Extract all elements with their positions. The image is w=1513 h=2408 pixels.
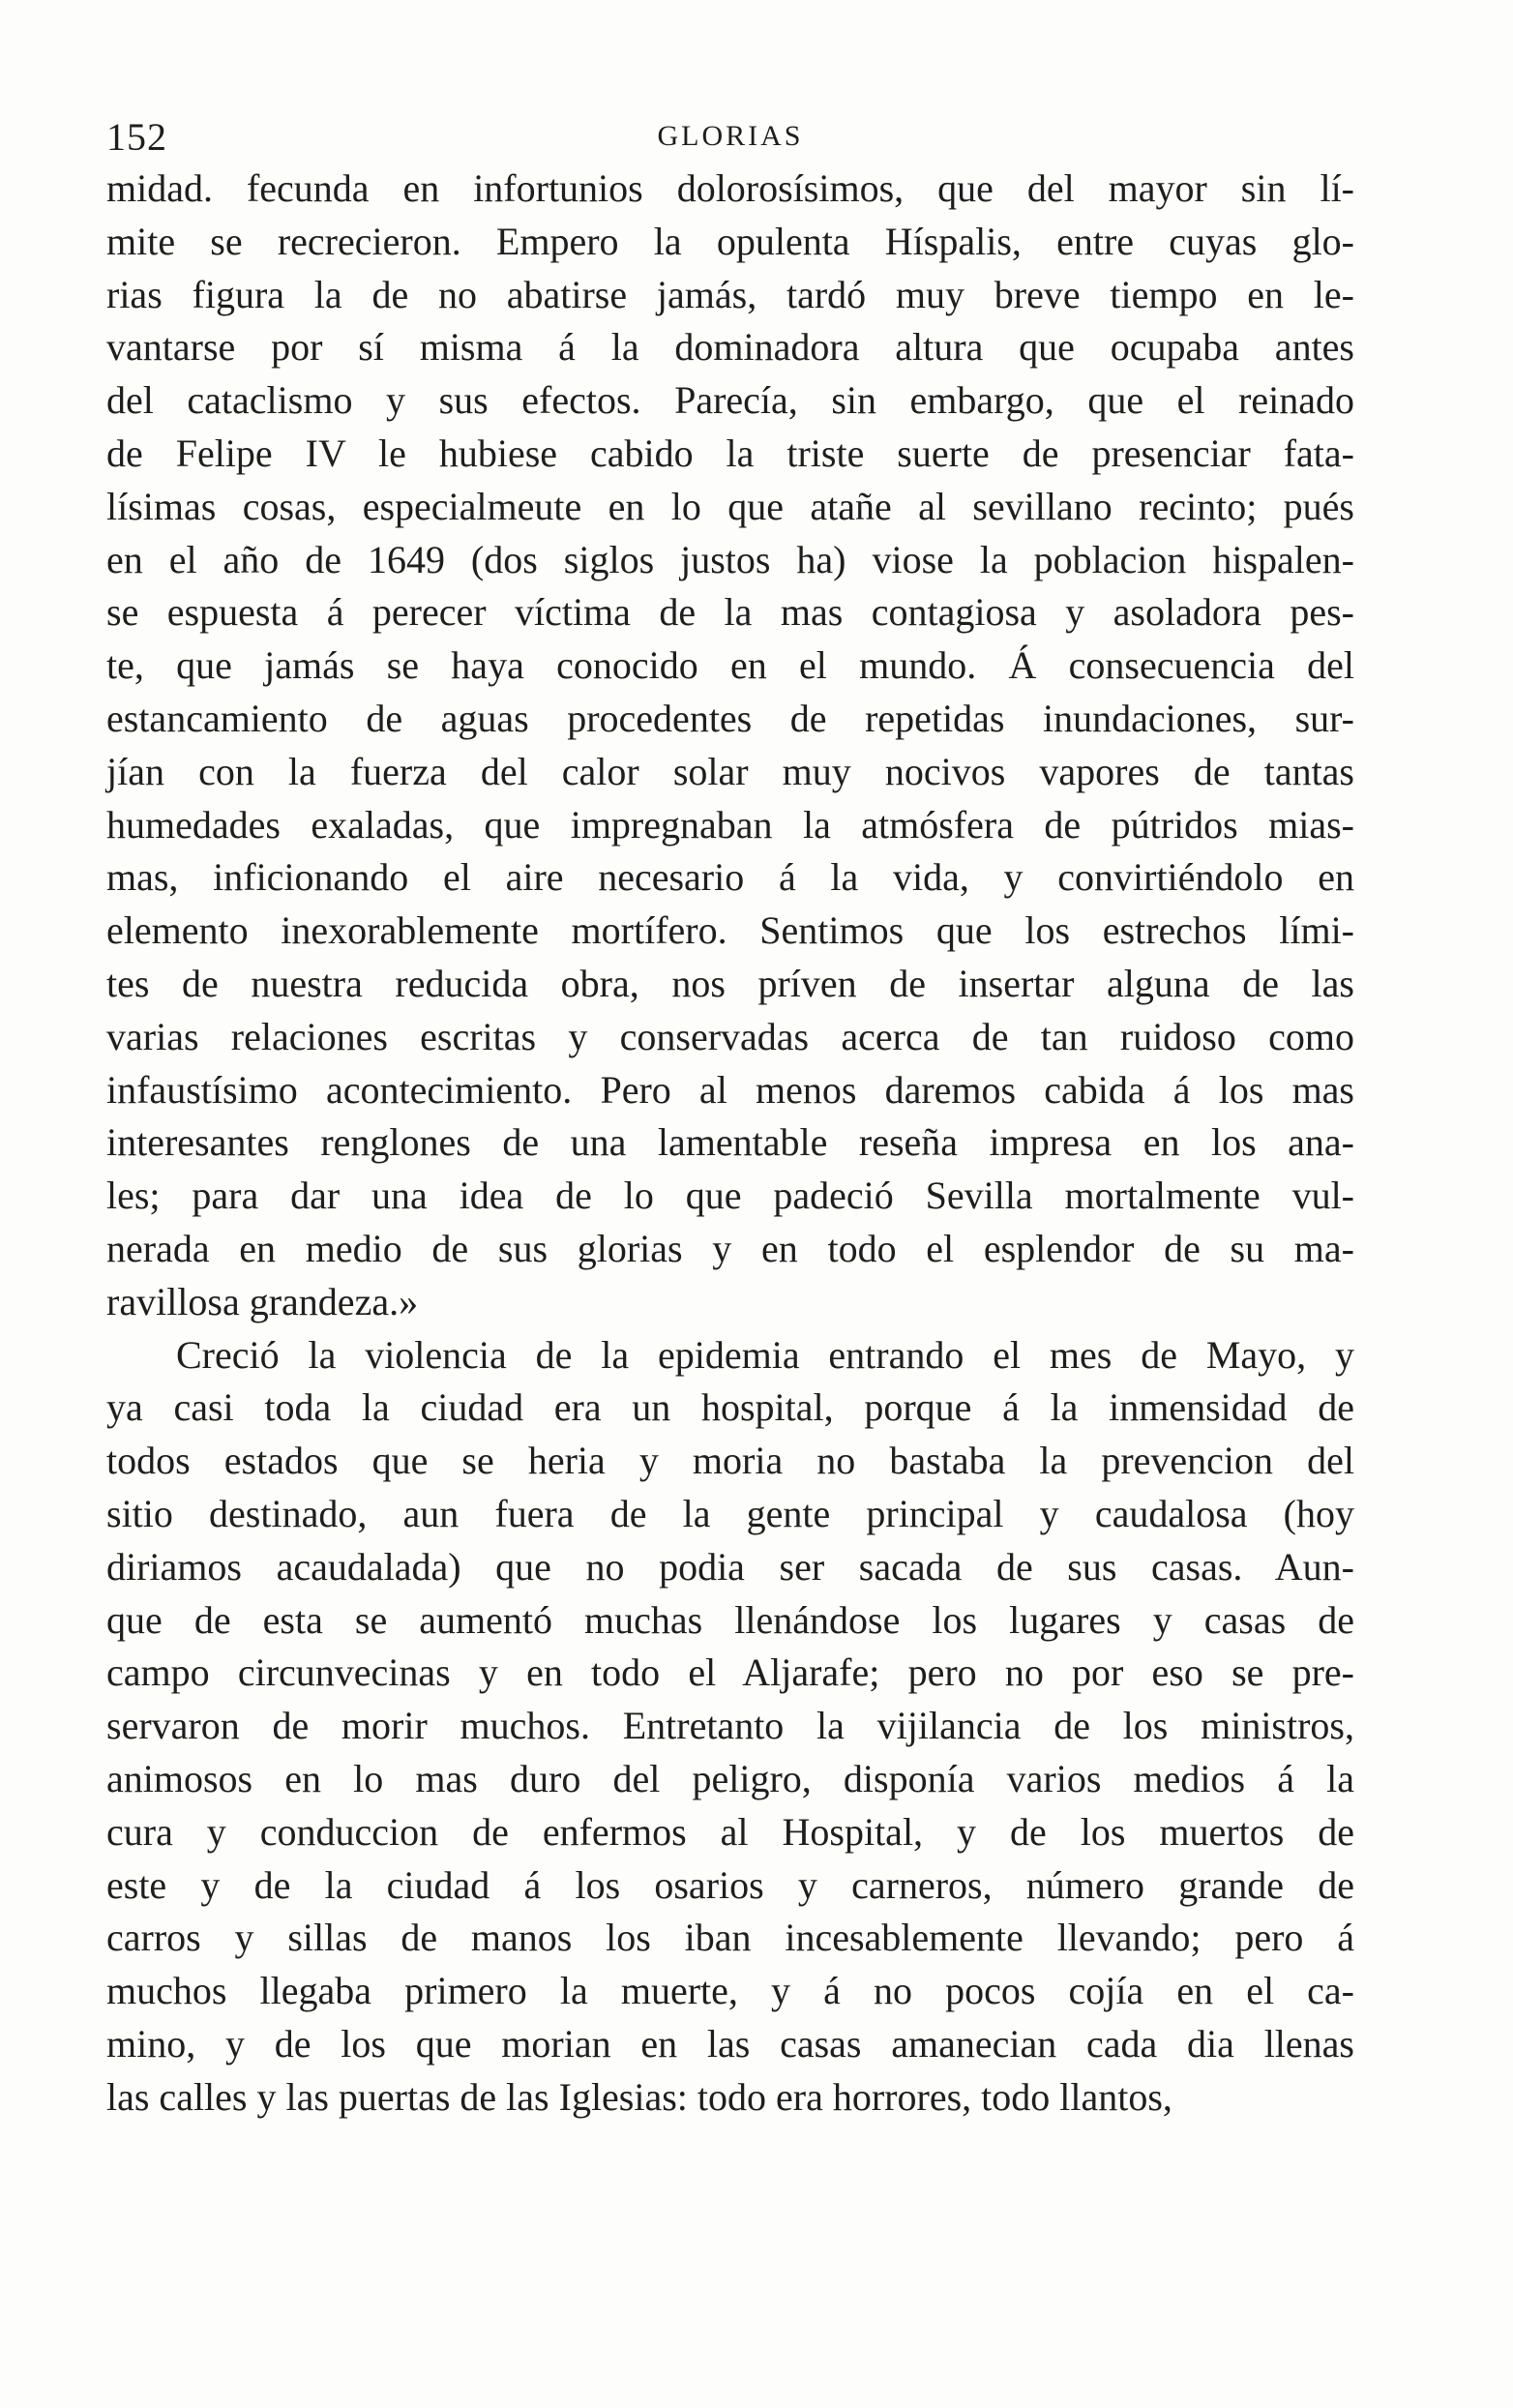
- text-line: todos estados que se heria y moria no bastaba la prevencion del: [106, 1439, 1354, 1483]
- text-line: muchos llegaba primero la muerte, y á no pocos cojía en el ca-: [106, 1969, 1354, 2013]
- text-line: ya casi toda la ciudad era un hospital, porque á la inmensidad de: [106, 1385, 1354, 1430]
- body-text: [106, 163, 1354, 2124]
- text-line: ravillosa grandeza.»: [106, 1279, 419, 1323]
- text-line: infaustísimo acontecimiento. Pero al menos daremos cabida á los mas: [106, 1067, 1354, 1112]
- text-line: tes de nuestra reducida obra, nos príven de insertar alguna de las: [106, 961, 1354, 1005]
- text-line: Creció la violencia de la epidemia entrando el mes de Mayo, y: [176, 1332, 1354, 1377]
- text-line: jían con la fuerza del calor solar muy nocivos vapores de tantas: [106, 749, 1354, 793]
- text-line: varias relaciones escritas y conservadas acerca de tan ruidoso como: [106, 1014, 1354, 1058]
- text-line: que de esta se aumentó muchas llenándose los lugares y casas de: [106, 1597, 1354, 1642]
- running-title: GLORIAS: [657, 120, 804, 152]
- text-line: en el año de 1649 (dos siglos justos ha) viose la poblacion hispalen-: [106, 537, 1354, 581]
- page-header: [106, 114, 1354, 163]
- text-line: lísimas cosas, especialmeute en lo que atañe al sevillano recinto; pués: [106, 484, 1354, 528]
- text-line: sitio destinado, aun fuera de la gente principal y caudalosa (hoy: [106, 1491, 1354, 1535]
- text-line: nerada en medio de sus glorias y en todo el esplendor de su ma-: [106, 1226, 1354, 1270]
- text-line: carros y sillas de manos los iban incesablemente llevando; pero á: [106, 1916, 1354, 1960]
- text-line: diriamos acaudalada) que no podia ser sacada de sus casas. Aun-: [106, 1544, 1354, 1589]
- text-line: elemento inexorablemente mortífero. Sentimos que los estrechos lími-: [106, 908, 1354, 953]
- page-number: 152: [106, 115, 167, 159]
- text-line: de Felipe IV le hubiese cabido la triste suerte de presenciar fata-: [106, 431, 1354, 475]
- text-line: del cataclismo y sus efectos. Parecía, sin embargo, que el reinado: [106, 378, 1354, 423]
- paragraph: [106, 1329, 1354, 2125]
- text-line: interesantes renglones de una lamentable reseña impresa en los ana-: [106, 1120, 1354, 1165]
- text-line: mite se recrecieron. Empero la opulenta Híspalis, entre cuyas glo-: [106, 219, 1354, 263]
- text-line: este y de la ciudad á los osarios y carneros, número grande de: [106, 1862, 1354, 1907]
- text-line: rias figura la de no abatirse jamás, tardó muy breve tiempo en le-: [106, 272, 1354, 316]
- text-line: mino, y de los que morian en las casas amanecian cada dia llenas: [106, 2021, 1354, 2066]
- text-line: campo circunvecinas y en todo el Aljarafe; pero no por eso se pre-: [106, 1650, 1354, 1695]
- paragraph: [106, 163, 1354, 1329]
- text-line: se espuesta á perecer víctima de la mas contagiosa y asoladora pes-: [106, 590, 1354, 635]
- text-line: humedades exaladas, que impregnaban la atmósfera de pútridos mias-: [106, 802, 1354, 847]
- text-line: vantarse por sí misma á la dominadora altura que ocupaba antes: [106, 325, 1354, 370]
- text-line: midad. fecunda en infortunios dolorosísimos, que del mayor sin lí-: [106, 166, 1354, 210]
- text-line: te, que jamás se haya conocido en el mundo. Á consecuencia del: [106, 643, 1354, 688]
- text-line: mas, inficionando el aire necesario á la vida, y convirtiéndolo en: [106, 855, 1354, 900]
- text-line: les; para dar una idea de lo que padeció Sevilla mortalmente vul-: [106, 1174, 1354, 1218]
- text-line: las calles y las puertas de las Iglesias: todo era horrores, todo llantos,: [106, 2074, 1172, 2119]
- text-line: servaron de morir muchos. Entretanto la vijilancia de los ministros,: [106, 1704, 1354, 1748]
- text-line: cura y conduccion de enfermos al Hospital, y de los muertos de: [106, 1809, 1354, 1854]
- text-line: estancamiento de aguas procedentes de repetidas inundaciones, sur-: [106, 696, 1354, 740]
- text-line: animosos en lo mas duro del peligro, disponía varios medios á la: [106, 1756, 1354, 1800]
